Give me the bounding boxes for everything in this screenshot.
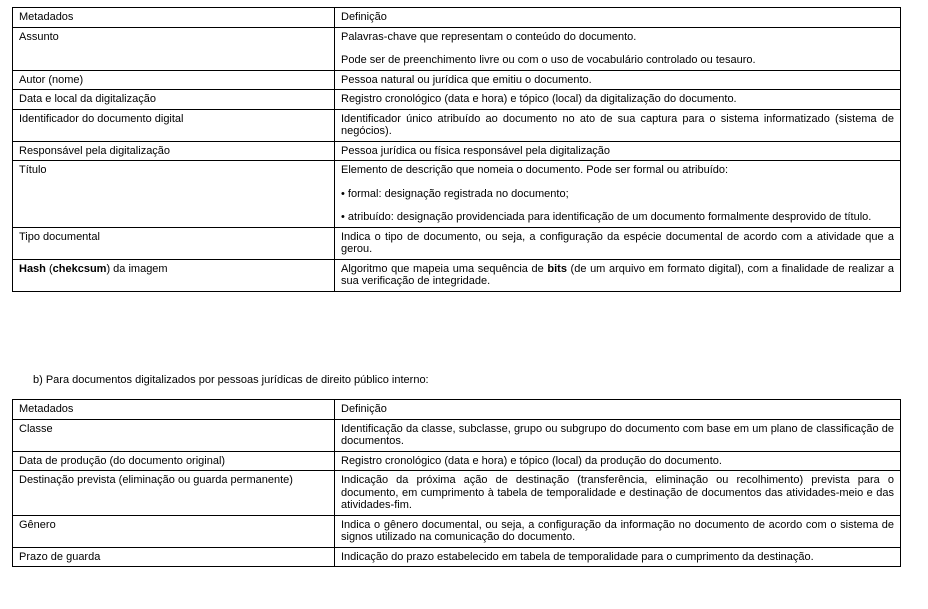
metadata-definition: Indicação do prazo estabelecido em tabela de temporalidade para o cumprimento da destinação.: [335, 547, 901, 567]
metadata-definition: Identificação da classe, subclasse, grupo ou subgrupo do documento com base em um plano de classificação de documentos.: [335, 419, 901, 451]
header-metadados: Metadados: [13, 400, 335, 420]
metadata-name: Prazo de guarda: [13, 547, 335, 567]
table-row: [13, 547, 901, 567]
metadata-name: Data de produção (do documento original): [13, 451, 335, 471]
metadata-table-digitization: [12, 7, 901, 292]
metadata-name: Classe: [13, 419, 335, 451]
metadata-name: Destinação prevista (eliminação ou guarda permanente): [13, 471, 335, 516]
metadata-name: Data e local da digitalização: [13, 90, 335, 110]
metadata-definition: Indica o gênero documental, ou seja, a configuração da informação no documento de acordo com o sistema de signos utilizado na comunicação do documento.: [335, 515, 901, 547]
metadata-name: Hash (chekcsum) da imagem: [13, 259, 335, 291]
table-header-row: [13, 400, 901, 420]
section-b-caption: b) Para documentos digitalizados por pessoas jurídicas de direito público interno:: [33, 374, 429, 386]
metadata-definition: Indica o tipo de documento, ou seja, a configuração da espécie documental de acordo com a atividade que a gerou.: [335, 227, 901, 259]
metadata-name: Título: [13, 161, 335, 228]
table-row: [13, 70, 901, 90]
metadata-name: Assunto: [13, 27, 335, 70]
metadata-definition: Algoritmo que mapeia uma sequência de bits (de um arquivo em formato digital), com a finalidade de realizar a sua verificação de integridade.: [335, 259, 901, 291]
table-row: [13, 471, 901, 516]
metadata-definition: Pessoa jurídica ou física responsável pela digitalização: [335, 141, 901, 161]
hash-term: Hash: [19, 262, 46, 275]
table-row: [13, 109, 901, 141]
metadata-definition: Registro cronológico (data e hora) e tópico (local) da digitalização do documento.: [335, 90, 901, 110]
metadata-definition: Indicação da próxima ação de destinação (transferência, eliminação ou recolhimento) prevista para o documento, em cumprimento à tabela de temporalidade e destinação de documentos das atividades-meio e das atividades-fim.: [335, 471, 901, 516]
metadata-name: Tipo documental: [13, 227, 335, 259]
metadata-name: Responsável pela digitalização: [13, 141, 335, 161]
metadata-definition: Pessoa natural ou jurídica que emitiu o documento.: [335, 70, 901, 90]
metadata-definition: Palavras-chave que representam o conteúdo do documento. Pode ser de preenchimento livre ou com o uso de vocabulário controlado ou tesauro.: [335, 27, 901, 70]
header-definicao: Definição: [335, 8, 901, 28]
metadata-definition: Elemento de descrição que nomeia o documento. Pode ser formal ou atribuído: • formal: designação registrada no documento; • atribuído: designação providenciada para identificação de um documento formalmente desprovido de título.: [335, 161, 901, 228]
header-definicao: Definição: [335, 400, 901, 420]
table-row: [13, 161, 901, 228]
metadata-name: Gênero: [13, 515, 335, 547]
table-row: [13, 90, 901, 110]
checksum-term: chekcsum: [52, 262, 107, 275]
table-row: [13, 419, 901, 451]
metadata-definition: Identificador único atribuído ao documento no ato de sua captura para o sistema informatizado (sistema de negócios).: [335, 109, 901, 141]
metadata-table-public-entities: [12, 399, 901, 567]
metadata-definition: Registro cronológico (data e hora) e tópico (local) da produção do documento.: [335, 451, 901, 471]
metadata-name: Identificador do documento digital: [13, 109, 335, 141]
table-row: [13, 259, 901, 291]
header-metadados: Metadados: [13, 8, 335, 28]
table-row: [13, 141, 901, 161]
table-row: [13, 451, 901, 471]
table-row: [13, 27, 901, 70]
table-row: [13, 515, 901, 547]
bits-term: bits: [547, 262, 567, 275]
metadata-name: Autor (nome): [13, 70, 335, 90]
table-row: [13, 227, 901, 259]
table-header-row: [13, 8, 901, 28]
